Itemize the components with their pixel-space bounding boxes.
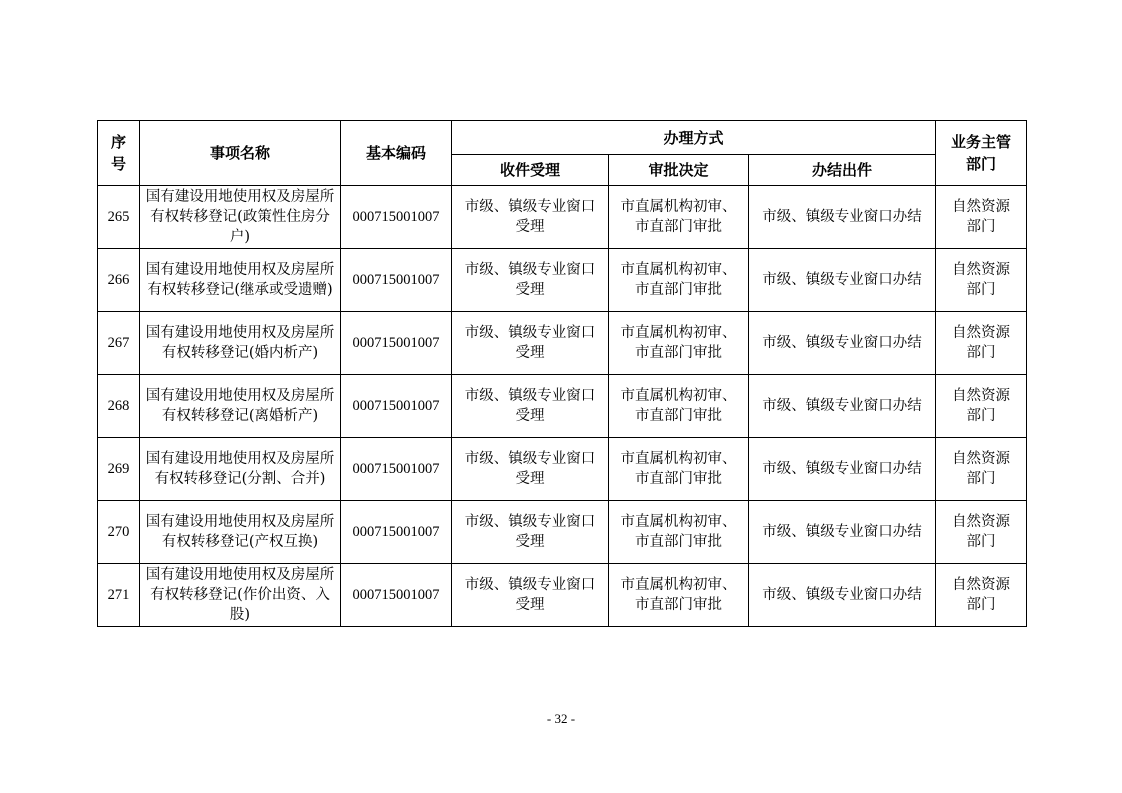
dept-cell: 自然资源部门 [936,375,1027,438]
approve-cell: 市直属机构初审、市直部门审批 [609,501,749,564]
accept-cell: 市级、镇级专业窗口受理 [452,375,609,438]
finish-cell: 市级、镇级专业窗口办结 [749,564,936,627]
table-row [98,249,1027,312]
code-cell: 000715001007 [341,186,452,249]
finish-cell: 市级、镇级专业窗口办结 [749,438,936,501]
table-row [98,501,1027,564]
name-cell: 国有建设用地使用权及房屋所有权转移登记(婚内析产) [140,312,341,375]
seq-cell: 269 [98,438,140,501]
dept-cell: 自然资源部门 [936,438,1027,501]
header-seq: 序号 [98,121,140,186]
seq-cell: 267 [98,312,140,375]
seq-cell: 268 [98,375,140,438]
header-accept: 收件受理 [452,155,609,186]
dept-cell: 自然资源部门 [936,564,1027,627]
name-cell: 国有建设用地使用权及房屋所有权转移登记(离婚析产) [140,375,341,438]
finish-cell: 市级、镇级专业窗口办结 [749,375,936,438]
name-cell: 国有建设用地使用权及房屋所有权转移登记(分割、合并) [140,438,341,501]
code-cell: 000715001007 [341,375,452,438]
table-row [98,375,1027,438]
header-code: 基本编码 [341,121,452,186]
header-dept: 业务主管部门 [936,121,1027,186]
page-number: - 32 - [546,711,576,726]
name-cell: 国有建设用地使用权及房屋所有权转移登记(产权互换) [140,501,341,564]
dept-cell: 自然资源部门 [936,312,1027,375]
accept-cell: 市级、镇级专业窗口受理 [452,501,609,564]
header-method: 办理方式 [452,121,936,155]
service-items-table [97,120,1027,627]
seq-cell: 265 [98,186,140,249]
name-cell: 国有建设用地使用权及房屋所有权转移登记(作价出资、入股) [140,564,341,627]
approve-cell: 市直属机构初审、市直部门审批 [609,564,749,627]
approve-cell: 市直属机构初审、市直部门审批 [609,438,749,501]
finish-cell: 市级、镇级专业窗口办结 [749,501,936,564]
finish-cell: 市级、镇级专业窗口办结 [749,249,936,312]
dept-cell: 自然资源部门 [936,186,1027,249]
approve-cell: 市直属机构初审、市直部门审批 [609,312,749,375]
code-cell: 000715001007 [341,501,452,564]
table-row [98,186,1027,249]
seq-cell: 266 [98,249,140,312]
name-cell: 国有建设用地使用权及房屋所有权转移登记(继承或受遗赠) [140,249,341,312]
accept-cell: 市级、镇级专业窗口受理 [452,249,609,312]
finish-cell: 市级、镇级专业窗口办结 [749,186,936,249]
code-cell: 000715001007 [341,438,452,501]
dept-cell: 自然资源部门 [936,249,1027,312]
header-approve: 审批决定 [609,155,749,186]
seq-cell: 270 [98,501,140,564]
accept-cell: 市级、镇级专业窗口受理 [452,186,609,249]
approve-cell: 市直属机构初审、市直部门审批 [609,186,749,249]
approve-cell: 市直属机构初审、市直部门审批 [609,249,749,312]
code-cell: 000715001007 [341,249,452,312]
name-cell: 国有建设用地使用权及房屋所有权转移登记(政策性住房分户) [140,186,341,249]
code-cell: 000715001007 [341,312,452,375]
table-row [98,312,1027,375]
accept-cell: 市级、镇级专业窗口受理 [452,312,609,375]
table-row [98,438,1027,501]
code-cell: 000715001007 [341,564,452,627]
accept-cell: 市级、镇级专业窗口受理 [452,564,609,627]
approve-cell: 市直属机构初审、市直部门审批 [609,375,749,438]
dept-cell: 自然资源部门 [936,501,1027,564]
finish-cell: 市级、镇级专业窗口办结 [749,312,936,375]
header-finish: 办结出件 [749,155,936,186]
seq-cell: 271 [98,564,140,627]
header-name: 事项名称 [140,121,341,186]
accept-cell: 市级、镇级专业窗口受理 [452,438,609,501]
table-row [98,564,1027,627]
